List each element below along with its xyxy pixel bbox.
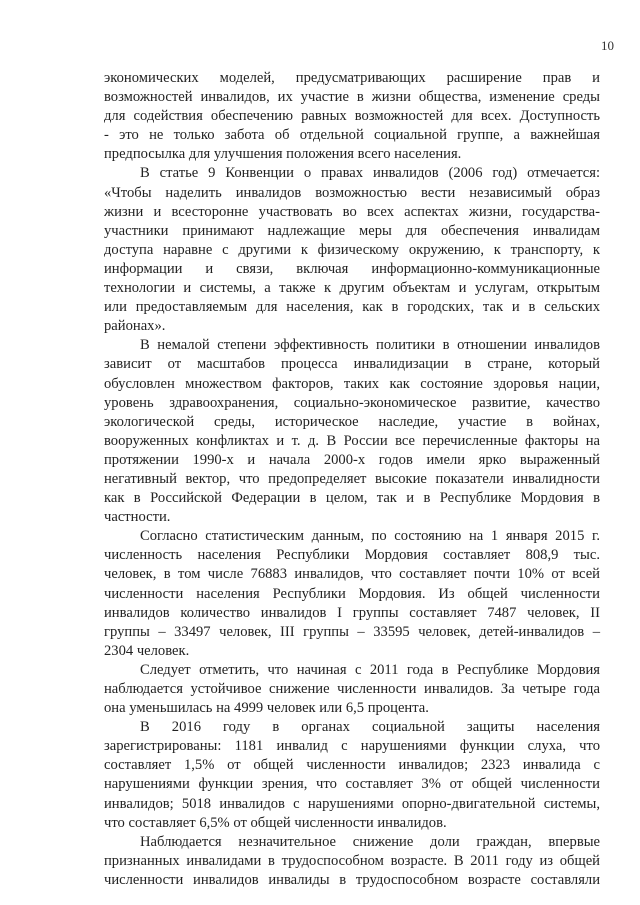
text-line: признанных инвалидами в трудоспособном возрасте. В 2011 году из общей xyxy=(104,852,600,869)
text-line: частности. xyxy=(104,509,171,526)
text-line: группы – 33497 человек, III группы – 33595 человек, детей-инвалидов – xyxy=(104,623,600,640)
text-line: «Чтобы наделить инвалидов возможностью вести независимый образ xyxy=(104,184,600,201)
text-line: человек, в том числе 76883 инвалидов, что составляет почти 10% от всей xyxy=(104,566,600,583)
page-number: 10 xyxy=(601,38,614,53)
text-line: Наблюдается незначительное снижение доли граждан, впервые xyxy=(140,833,600,850)
text-line: инвалидов количество инвалидов I группы составляет 7487 человек, II xyxy=(104,604,600,621)
text-line: она уменьшилась на 4999 человек или 6,5 процента. xyxy=(104,700,429,717)
text-line: зависит от масштабов процесса инвалидизации в стране, который xyxy=(104,356,600,373)
text-line: негативный вектор, что предопределяет высокие показатели инвалидности xyxy=(104,470,600,487)
text-line: численности инвалидов инвалиды в трудоспособном возрасте составляли xyxy=(104,871,600,888)
text-line: вооруженных конфликтах и т. д. В России все перечисленные факторы на xyxy=(104,432,600,449)
text-line: или предоставляемым для населения, как в городских, так и в сельских xyxy=(104,299,600,316)
text-line: наблюдается устойчивое снижение численности инвалидов. За четыре года xyxy=(104,681,600,697)
text-line: доступа наравне с другими к физическому окружению, к транспорту, к xyxy=(104,241,600,258)
text-line: инвалидов; 5018 инвалидов с нарушениями опорно-двигательной системы, xyxy=(104,795,600,812)
text-line: районах». xyxy=(104,318,166,335)
text-line: - это не только забота об отдельной социальной группе, а важнейшая xyxy=(104,127,600,144)
text-line: информации и связи, включая информационно-коммуникационные xyxy=(104,260,600,277)
text-line: технологии и системы, а также к другим объектам и услугам, открытым xyxy=(104,280,600,297)
text-line: В немалой степени эффективность политики в отношении инвалидов xyxy=(140,337,600,354)
text-line: Следует отметить, что начиная с 2011 года в Республике Мордовия xyxy=(140,661,600,678)
text-line: предпосылка для улучшения положения всего населения. xyxy=(104,146,462,163)
text-line: В 2016 году в органах социальной защиты населения xyxy=(140,719,600,736)
text-line: экологической среды, историческое наследие, участие в войнах, xyxy=(104,413,600,430)
text-line: возможностей инвалидов, их участие в жизни общества, изменение среды xyxy=(104,89,600,106)
text-line: для содействия обеспечению равных возможностей для всех. Доступность xyxy=(104,108,600,125)
text-line: нарушениями функции зрения, что составляет 3% от общей численности xyxy=(104,776,600,793)
text-line: экономических моделей, предусматривающих расширение прав и xyxy=(104,70,600,86)
text-line: что составляет 6,5% от общей численности инвалидов. xyxy=(104,814,447,831)
text-line: участники принимают надлежащие меры для обеспечения инвалидам xyxy=(104,222,600,239)
text-line: как в Российской Федерации в целом, так и в Республике Мордовия в xyxy=(104,490,600,507)
text-line: составляет 1,5% от общей численности инвалидов; 2323 инвалида с xyxy=(104,757,600,774)
text-line: уровень здравоохранения, социально-экономическое развитие, качество xyxy=(104,394,600,411)
text-line: 2304 человек. xyxy=(104,642,190,659)
text-line: численность населения Республики Мордовия составляет 808,9 тыс. xyxy=(104,547,600,564)
text-line: численности населения Республики Мордовия. Из общей численности xyxy=(104,585,600,602)
text-line: зарегистрированы: 1181 инвалид с нарушениями функции слуха, что xyxy=(104,738,600,755)
text-line: Согласно статистическим данным, по состоянию на 1 января 2015 г. xyxy=(140,528,600,545)
text-line: В статье 9 Конвенции о правах инвалидов (2006 год) отмечается: xyxy=(140,165,600,182)
body-text xyxy=(104,69,600,890)
text-line: обусловлен множеством факторов, таких как состояние здоровья нации, xyxy=(104,375,600,392)
text-line: жизни и всесторонне участвовать во всех аспектах жизни, государства- xyxy=(104,203,600,220)
text-line: протяжении 1990-х и начала 2000-х годов имели ярко выраженный xyxy=(104,451,600,468)
